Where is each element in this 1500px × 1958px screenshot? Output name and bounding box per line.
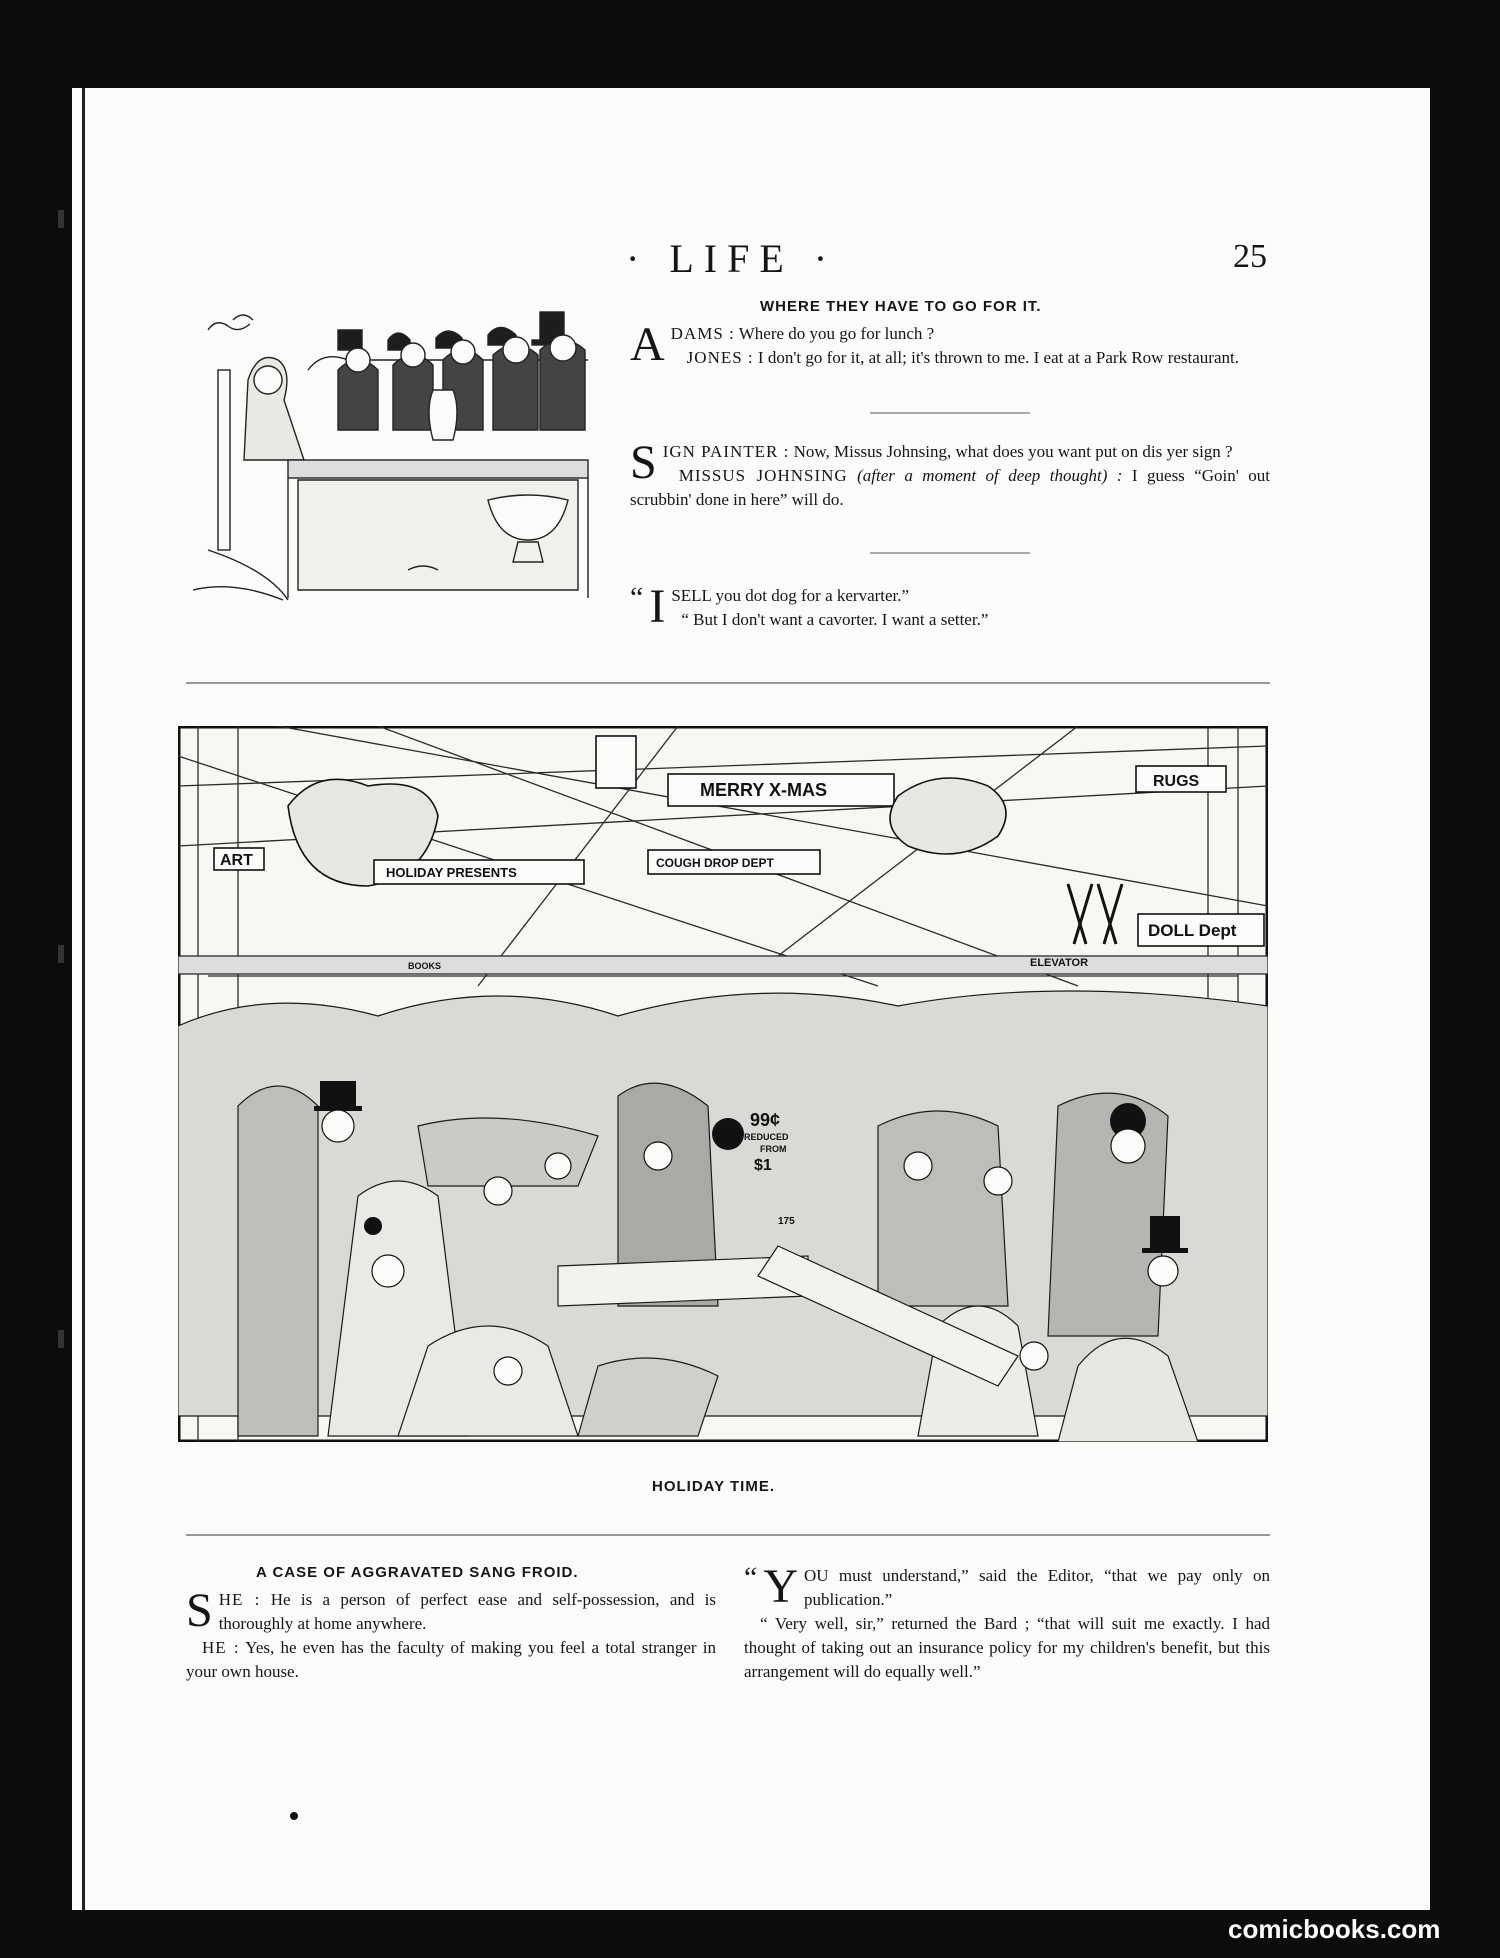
cartoon-caption: HOLIDAY TIME. (652, 1478, 776, 1495)
section-rule (186, 682, 1270, 684)
sang-froid-dialogue (186, 1584, 717, 1684)
drop-cap: Y (763, 1560, 798, 1613)
drop-cap: I (649, 580, 666, 633)
sign-doll-dept: DOLL Dept (1148, 921, 1237, 940)
jones-line: I don't go for it, at all; it's thrown to me. I eat at a Park Row restaurant. (757, 348, 1239, 367)
section-rule (186, 1534, 1270, 1536)
price-card-from: FROM (760, 1144, 787, 1154)
gutter-mark (58, 1330, 64, 1348)
section-divider (870, 552, 1030, 554)
sang-froid-heading: A CASE OF AGGRAVATED SANG FROID. (256, 1564, 579, 1581)
drop-cap: A (630, 318, 665, 371)
masthead-title: · LIFE · (626, 236, 838, 281)
speaker-she: HE : (218, 1590, 261, 1609)
sign-books: BOOKS (408, 961, 442, 971)
price-card-old: $1 (754, 1157, 772, 1174)
he-line: Yes, he even has the faculty of making you feel a total stranger in your own house. (186, 1638, 716, 1681)
speaker-adams: DAMS : (670, 324, 735, 343)
sign-rugs: RUGS (1153, 773, 1200, 790)
price-card-reduced: REDUCED (744, 1132, 789, 1142)
price-card-main: 99¢ (750, 1110, 781, 1130)
watermark: comicbooks.com (1228, 1914, 1441, 1944)
gutter-mark (58, 945, 64, 963)
speaker-he: HE : (202, 1638, 240, 1657)
stage-direction: (after a moment of deep thought) : (857, 466, 1123, 485)
drop-cap: S (186, 1584, 213, 1637)
ink-dot (290, 1812, 298, 1820)
sign-cough-drop: COUGH DROP DEPT (656, 856, 774, 870)
bard-line: “ Very well, sir,” returned the Bard ; “that will suit me exactly. I had thought of taking out an insurance policy for my children's benefit, but this arrangement will do equally well.” (744, 1614, 1270, 1681)
lunch-counter-illustration (188, 310, 608, 620)
sign-painter-line: Now, Missus Johnsing, what does you want put on dis yer sign ? (793, 442, 1233, 461)
dog-line-1: SELL you dot dog for a kervarter.” (671, 586, 910, 605)
missus-johnsing-line: I guess “Goin' out scrubbin' done in here” will do. (630, 466, 1271, 509)
speaker-sign-painter: IGN PAINTER : (662, 442, 790, 461)
lunch-heading: WHERE THEY HAVE TO GO FOR IT. (760, 298, 1042, 315)
editor-line: OU must understand,” said the Editor, “that we pay only on publication.” (804, 1566, 1270, 1609)
drop-cap: S (630, 436, 657, 489)
sign-dialogue (630, 436, 1271, 512)
page-spine (72, 88, 85, 1910)
sign-art: ART (220, 852, 253, 869)
speaker-missus-johnsing: MISSUS JOHNSING (678, 466, 848, 485)
dog-line-2: “ But I don't want a cavorter. I want a setter.” (681, 610, 989, 629)
speaker-jones: JONES : (686, 348, 754, 367)
open-quote: “ (630, 581, 644, 614)
editor-dialogue (744, 1560, 1270, 1684)
sign-elevator: ELEVATOR (1030, 957, 1089, 969)
sign-merry-xmas: MERRY X-MAS (700, 780, 828, 800)
lunch-dialogue (630, 318, 1270, 371)
page-number: 25 (1233, 238, 1267, 275)
holiday-time-cartoon (178, 726, 1268, 1442)
adams-line: Where do you go for lunch ? (738, 324, 935, 343)
open-quote: “ (744, 1561, 758, 1594)
sign-holiday-presents: HOLIDAY PRESENTS (386, 865, 517, 880)
price-tag: 175 (778, 1216, 795, 1227)
she-line: He is a person of perfect ease and self-possession, and is thoroughly at home anywhere. (218, 1590, 717, 1633)
section-divider (870, 412, 1030, 414)
gutter-mark (58, 210, 64, 228)
dog-dialogue (630, 580, 1270, 633)
